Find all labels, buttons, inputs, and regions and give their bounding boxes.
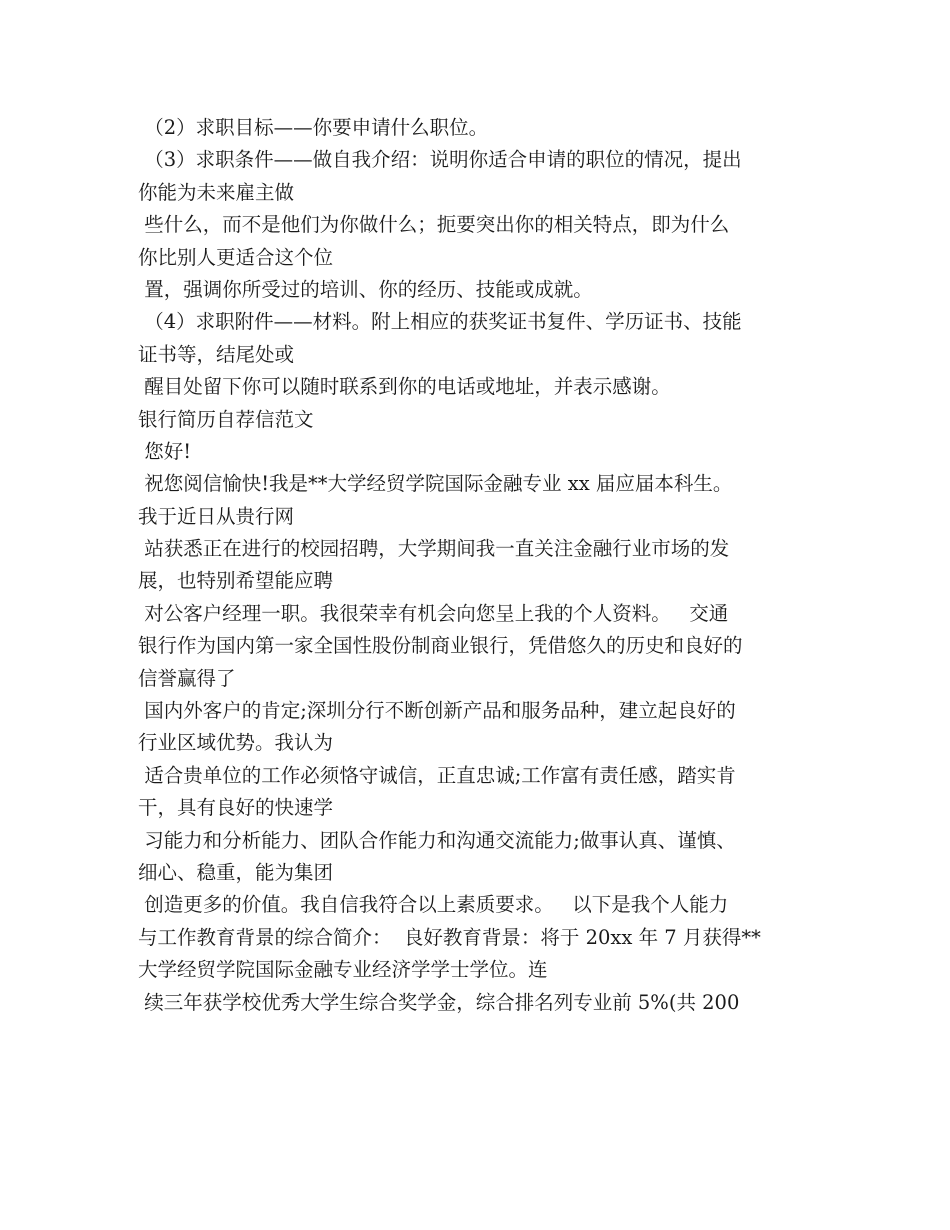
text-line: （4）求职附件——材料。附上相应的获奖证书复件、学历证书、技能 xyxy=(138,310,742,334)
text-line: 你能为未来雇主做 xyxy=(138,180,295,204)
text-line: 续三年获学校优秀大学生综合奖学金，综合排名列专业前 5%(共 200 xyxy=(138,990,740,1014)
text-line: 我于近日从贵行网 xyxy=(138,504,295,528)
text-line: 银行作为国内第一家全国性股份制商业银行，凭借悠久的历史和良好的 xyxy=(138,634,743,658)
text-line: 醒目处留下你可以随时联系到你的电话或地址，并表示感谢。 xyxy=(138,375,671,399)
document-body xyxy=(138,112,814,1019)
text-line: 信誉赢得了 xyxy=(138,666,236,690)
text-line: 祝您阅信愉快!我是**大学经贸学院国际金融专业 xx 届应届本科生。 xyxy=(138,472,733,496)
text-line: 适合贵单位的工作必须恪守诚信，正直忠诚;工作富有责任感，踏实肯 xyxy=(138,763,736,787)
text-line: 细心、稳重，能为集团 xyxy=(138,860,334,884)
text-line: 置，强调你所受过的培训、你的经历、技能或成就。 xyxy=(138,277,593,301)
text-line: 习能力和分析能力、团队合作能力和沟通交流能力;做事认真、谨慎、 xyxy=(138,828,736,852)
text-line: 对公客户经理一职。我很荣幸有机会向您呈上我的个人资料。 交通 xyxy=(138,601,729,625)
section-title: 银行简历自荐信范文 xyxy=(138,407,314,431)
text-line: 站获悉正在进行的校园招聘，大学期间我一直关注金融行业市场的发 xyxy=(138,537,730,561)
text-line: （3）求职条件——做自我介绍：说明你适合申请的职位的情况，提出 xyxy=(138,148,742,172)
text-line: 展，也特别希望能应聘 xyxy=(138,569,334,593)
text-line: 些什么，而不是他们为你做什么；扼要突出你的相关特点，即为什么 xyxy=(138,213,730,237)
text-line: （2）求职目标——你要申请什么职位。 xyxy=(138,116,489,139)
text-line: 与工作教育背景的综合简介： 良好教育背景：将于 20xx 年 7 月获得** xyxy=(138,925,761,949)
text-line: 大学经贸学院国际金融专业经济学学士学位。连 xyxy=(138,958,548,982)
greeting: 您好! xyxy=(138,439,192,463)
text-line: 行业区域优势。我认为 xyxy=(138,731,334,755)
text-line: 证书等，结尾处或 xyxy=(138,342,295,366)
text-line: 创造更多的价值。我自信我符合以上素质要求。 以下是我个人能力 xyxy=(138,893,729,917)
text-line: 干，具有良好的快速学 xyxy=(138,796,334,820)
text-line: 国内外客户的肯定;深圳分行不断创新产品和服务品种，建立起良好的 xyxy=(138,699,736,723)
text-line: 你比别人更适合这个位 xyxy=(138,245,334,269)
